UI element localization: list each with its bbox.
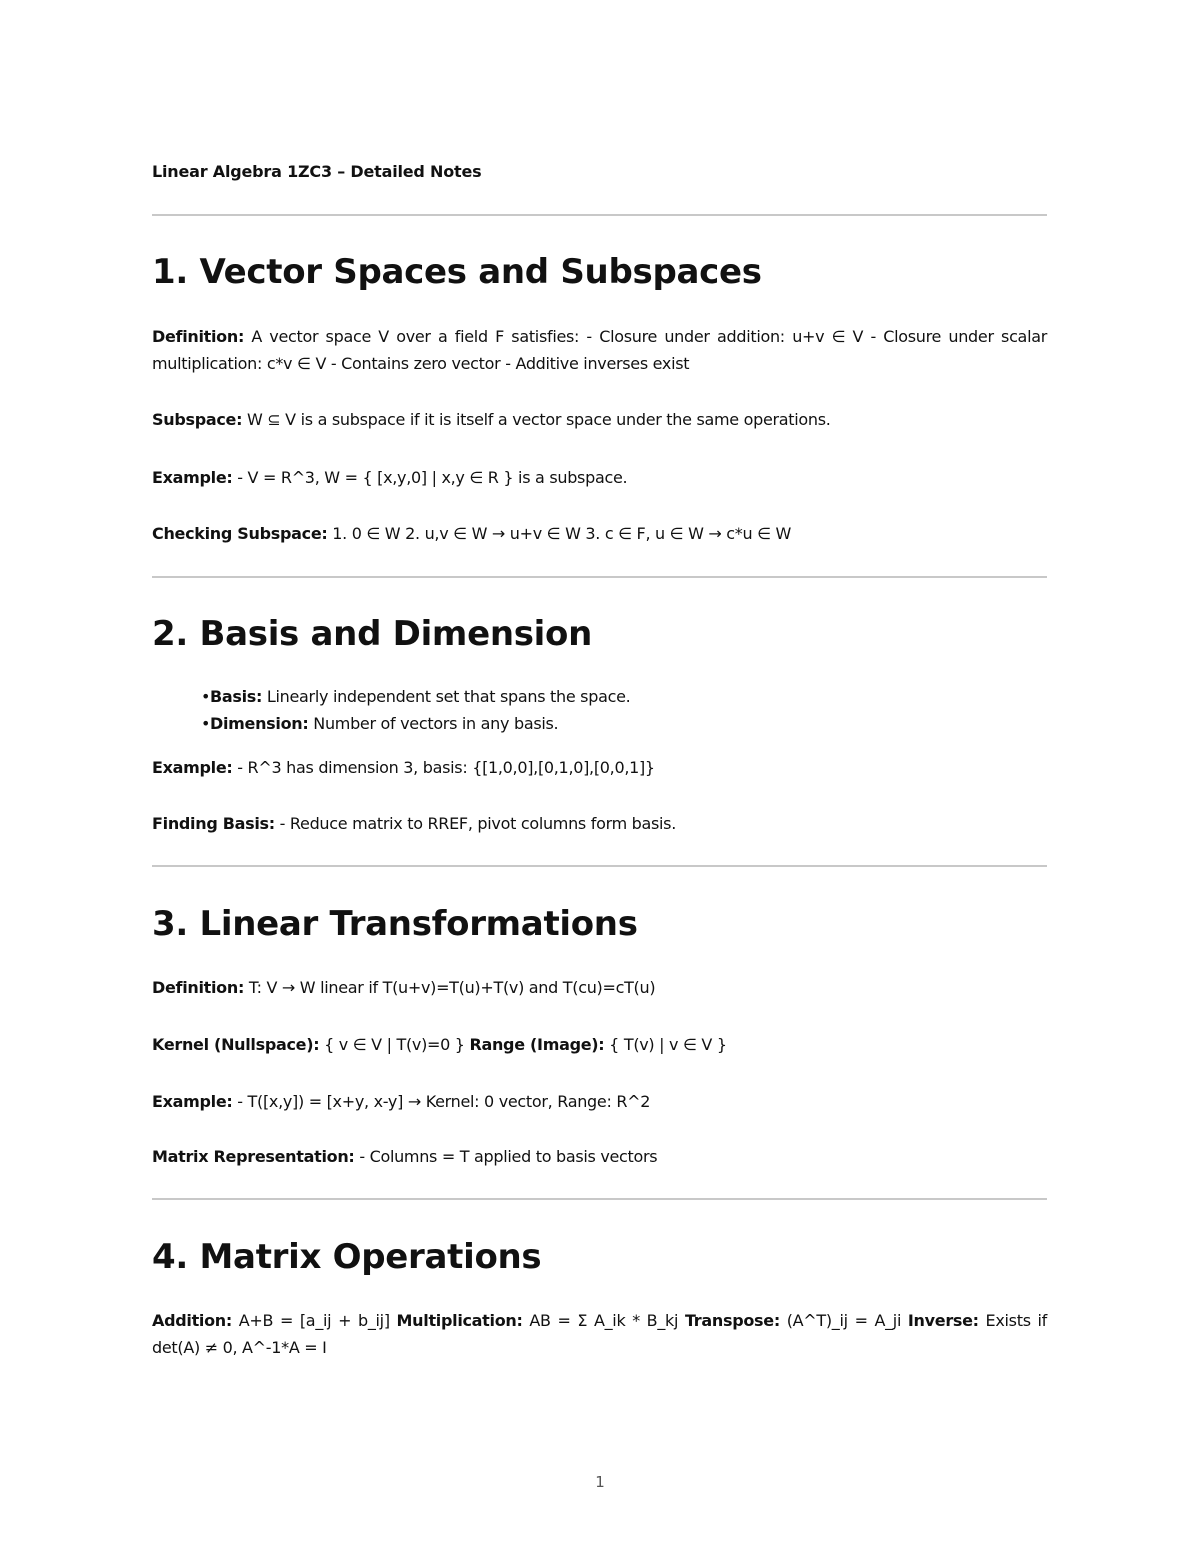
bullet-list (152, 683, 1047, 737)
paragraph-example (152, 464, 1047, 491)
paragraph-label: Transpose: (684, 1311, 780, 1330)
paragraph-label: Addition: (152, 1311, 232, 1330)
paragraph-matrix-operations (152, 1307, 1047, 1361)
paragraph-text: 1. 0 ∈ W 2. u,v ∈ W → u+v ∈ W 3. c ∈ F, u ∈ W → c*u ∈ W (327, 524, 792, 543)
paragraph-label: Multiplication: (396, 1311, 523, 1330)
paragraph-label: Definition: (152, 327, 245, 346)
list-item (152, 683, 1047, 710)
paragraph-text: AB = Σ A_ik * B_kj (522, 1311, 685, 1330)
list-item (152, 710, 1047, 737)
paragraph-finding-basis (152, 810, 1047, 837)
horizontal-rule (152, 576, 1047, 578)
bullet-icon: • (201, 714, 211, 733)
paragraph-kernel-range (152, 1031, 1047, 1058)
paragraph-label: Finding Basis: (152, 814, 275, 833)
paragraph-example (152, 1088, 1047, 1115)
paragraph-text: { T(v) | v ∈ V } (604, 1035, 727, 1054)
paragraph-label: Inverse: (907, 1311, 979, 1330)
paragraph-text: W ⊆ V is a subspace if it is itself a vector space under the same operations. (242, 410, 831, 429)
section-heading-matrix-operations: 4. Matrix Operations (152, 1237, 542, 1277)
section-heading-basis-dimension: 2. Basis and Dimension (152, 614, 592, 654)
paragraph-definition (152, 323, 1047, 377)
paragraph-label: Kernel (Nullspace): (152, 1035, 320, 1054)
document-title: Linear Algebra 1ZC3 – Detailed Notes (152, 162, 482, 181)
list-item-text: Number of vectors in any basis. (308, 714, 559, 733)
list-item-label: Dimension: (210, 714, 309, 733)
paragraph-label: Example: (152, 758, 233, 777)
paragraph-definition (152, 974, 1047, 1001)
horizontal-rule (152, 1198, 1047, 1200)
paragraph-text: A vector space V over a field F satisfies: - Closure under addition: u+v ∈ V - Closure under scalar multiplication: c*v ∈ V - Contains zero vector - Additive inverses exist (152, 327, 1047, 373)
paragraph-checking-subspace (152, 520, 1047, 547)
paragraph-text: - Reduce matrix to RREF, pivot columns form basis. (274, 814, 677, 833)
horizontal-rule (152, 865, 1047, 867)
paragraph-matrix-representation (152, 1143, 1047, 1170)
paragraph-text: (A^T)_ij = A_ji (779, 1311, 908, 1330)
list-item-label: Basis: (210, 687, 263, 706)
horizontal-rule (152, 214, 1047, 216)
paragraph-example (152, 754, 1047, 781)
paragraph-text: T: V → W linear if T(u+v)=T(u)+T(v) and T(cu)=cT(u) (244, 978, 656, 997)
list-item-text: Linearly independent set that spans the space. (262, 687, 631, 706)
paragraph-text: Exists if det(A) ≠ 0, A^-1*A = I (152, 1311, 1047, 1357)
paragraph-label: Subspace: (152, 410, 243, 429)
paragraph-text: - R^3 has dimension 3, basis: {[1,0,0],[0,1,0],[0,0,1]} (232, 758, 655, 777)
paragraph-text: { v ∈ V | T(v)=0 } (319, 1035, 470, 1054)
paragraph-label: Range (Image): (469, 1035, 605, 1054)
paragraph-label: Example: (152, 1092, 233, 1111)
section-heading-linear-transformations: 3. Linear Transformations (152, 904, 638, 944)
paragraph-text: A+B = [a_ij + b_ij] (232, 1311, 397, 1330)
paragraph-label: Checking Subspace: (152, 524, 328, 543)
paragraph-subspace (152, 406, 1047, 433)
paragraph-label: Example: (152, 468, 233, 487)
page-number: 1 (595, 1473, 605, 1491)
paragraph-text: - Columns = T applied to basis vectors (354, 1147, 658, 1166)
paragraph-label: Definition: (152, 978, 245, 997)
section-heading-vector-spaces: 1. Vector Spaces and Subspaces (152, 252, 762, 292)
paragraph-text: - T([x,y]) = [x+y, x-y] → Kernel: 0 vector, Range: R^2 (232, 1092, 651, 1111)
bullet-icon: • (201, 687, 211, 706)
paragraph-text: - V = R^3, W = { [x,y,0] | x,y ∈ R } is a subspace. (232, 468, 628, 487)
paragraph-label: Matrix Representation: (152, 1147, 355, 1166)
